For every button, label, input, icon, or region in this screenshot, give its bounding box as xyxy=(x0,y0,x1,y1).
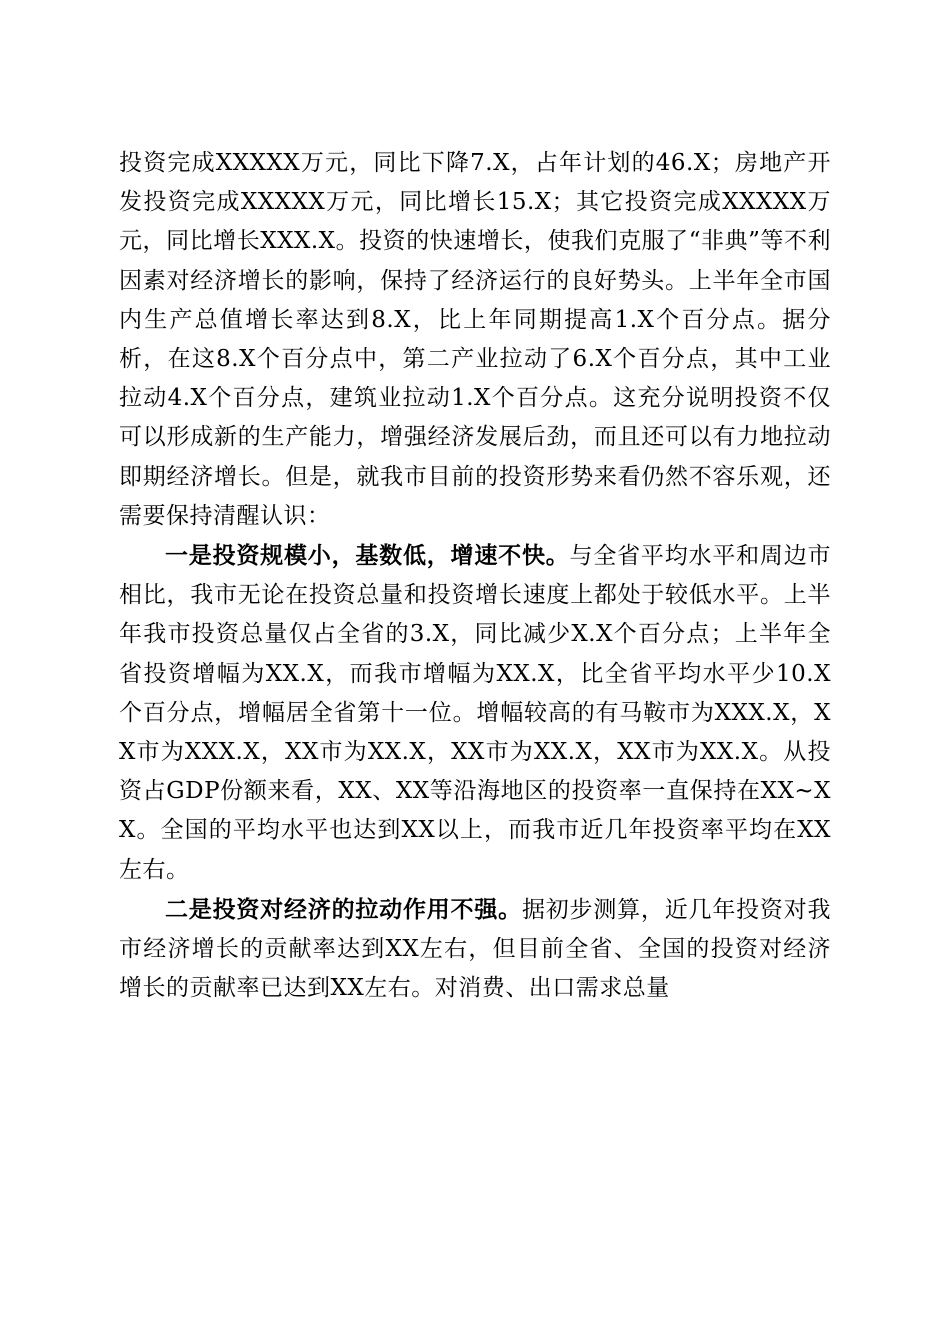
paragraph-lead-heading: 一是投资规模小，基数低，增速不快。 xyxy=(165,542,570,570)
paragraph-investment-overview xyxy=(119,144,831,536)
paragraph-text: 投资完成XXXXX万元，同比下降7.X，占年计划的46.X；房地产开发投资完成XXXXX万元，同比增长15.X；其它投资完成XXXXX万元，同比增长XXX.X。投资的快速增长，使我们克服了“非典”等不利因素对经济增长的影响，保持了经济运行的良好势头。上半年全市国内生产总值增长率达到8.X，比上年同期提高1.X个百分点。据分析，在这8.X个百分点中，第二产业拉动了6.X个百分点，其中工业拉动4.X个百分点，建筑业拉动1.X个百分点。这充分说明投资不仅可以形成新的生产能力，增强经济发展后劲，而且还可以有力地拉动即期经济增长。但是，就我市目前的投资形势来看仍然不容乐观，还需要保持清醒认识： xyxy=(119,150,831,529)
document-body xyxy=(119,144,831,1008)
paragraph-lead-heading: 二是投资对经济的拉动作用不强。 xyxy=(165,895,522,923)
paragraph-text: 据初步测算，近几年投资对我市经济增长的贡献率达到XX左右，但目前全省、全国的投资对经济增长的贡献率已达到XX左右。对消费、出口需求总量 xyxy=(119,896,832,1002)
paragraph-point-one xyxy=(119,536,831,890)
paragraph-point-two xyxy=(119,890,831,1009)
paragraph-text: 与全省平均水平和周边市相比，我市无论在投资总量和投资增长速度上都处于较低水平。上半年我市投资总量仅占全省的3.X，同比减少X.X个百分点；上半年全省投资增幅为XX.X，而我市增幅为XX.X，比全省平均水平少10.X个百分点，增幅居全省第十一位。增幅较高的有马鞍市为XXX.X，XX市为XXX.X，XX市为XX.X，XX市为XX.X，XX市为XX.X。从投资占GDP份额来看，XX、XX等沿海地区的投资率一直保持在XX~XX。全国的平均水平也达到XX以上，而我市近几年投资率平均在XX左右。 xyxy=(119,543,832,883)
